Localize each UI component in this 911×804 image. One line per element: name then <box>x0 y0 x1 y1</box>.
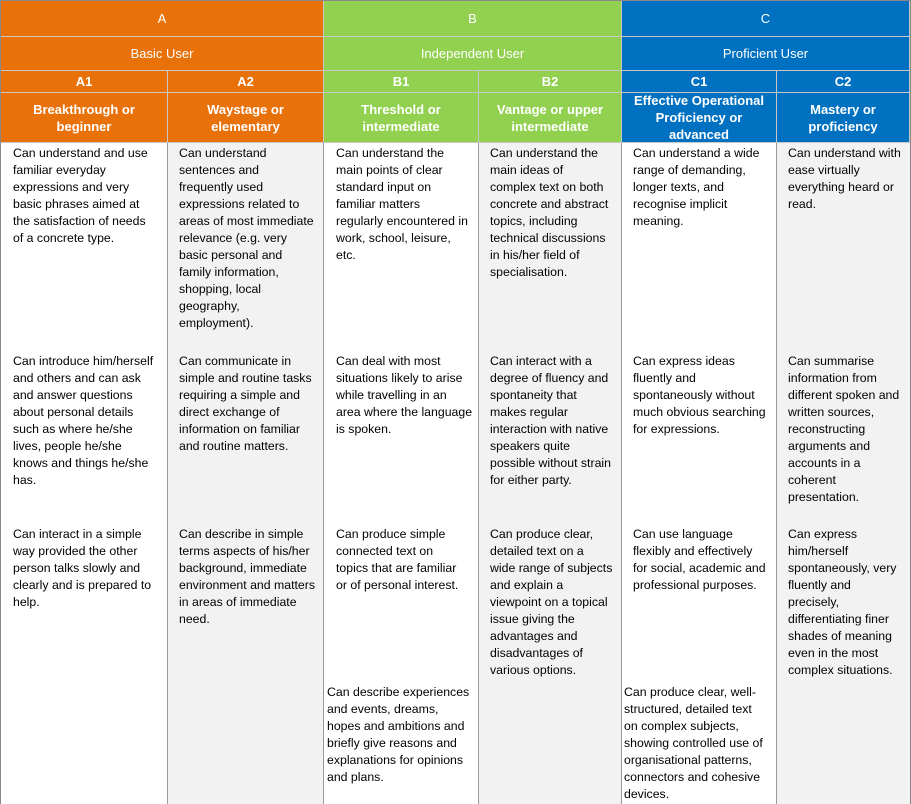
c2-code-header: C2 <box>777 71 910 93</box>
a1-name-header: Breakthrough or beginner <box>1 93 168 143</box>
c1-descriptor-production: Can use language flexibly and effectively for social, academic and professional purposes. <box>633 527 766 592</box>
a2-descriptor-production: Can describe in simple terms aspects of his/her background, immediate environment and matters in areas of immediate need. <box>179 527 316 626</box>
a1-descriptor-production: Can interact in a simple way provided the other person talks slowly and clearly and is prepared to help. <box>13 527 152 609</box>
b1-code-header: B1 <box>324 71 479 93</box>
b1-name-header: Threshold or intermediate <box>324 93 479 143</box>
c1-name-header: Effective Operational Proficiency or advanced <box>622 93 777 143</box>
a1-code-header: A1 <box>1 71 168 93</box>
c2-name-header: Mastery or proficiency <box>777 93 910 143</box>
b1-descriptor-understanding: Can understand the main points of clear standard input on familiar matters regularly encountered in work, school, leisure, etc. <box>336 146 468 262</box>
independent-user-header: Independent User <box>324 37 622 71</box>
b2-descriptor-understanding: Can understand the main ideas of complex text on both concrete and abstract topics, including technical discussions in his/her field of specialisation. <box>490 146 609 279</box>
level-a-header: A <box>1 1 324 37</box>
level-c-header: C <box>622 1 910 37</box>
b2-descriptor-production: Can produce clear, detailed text on a wide range of subjects and explain a viewpoint on a topical issue giving the advantages and disadvantages of various options. <box>490 527 613 677</box>
b2-name-header: Vantage or upper intermediate <box>479 93 622 143</box>
b1-descriptor-interaction: Can deal with most situations likely to arise while travelling in an area where the language is spoken. <box>336 354 473 436</box>
a2-name-header: Waystage or elementary <box>168 93 324 143</box>
a1-descriptor-understanding: Can understand and use familiar everyday expressions and very basic phrases aimed at the satisfaction of needs of a concrete type. <box>13 146 148 245</box>
b2-code-header: B2 <box>479 71 622 93</box>
a2-code-header: A2 <box>168 71 324 93</box>
b1-descriptor-description: Can describe experiences and events, dreams, hopes and ambitions and briefly give reasons and explanations for opinions and plans. <box>327 685 470 784</box>
c1-descriptor-understanding: Can understand a wide range of demanding, longer texts, and recognise implicit meaning. <box>633 146 760 228</box>
c1-code-header: C1 <box>622 71 777 93</box>
a1-descriptor-interaction: Can introduce him/herself and others and can ask and answer questions about personal details such as where he/she lives, people he/she knows and things he/she has. <box>13 354 154 487</box>
b1-descriptor-production: Can produce simple connected text on topics that are familiar or of personal interest. <box>336 527 459 592</box>
level-b-header: B <box>324 1 622 37</box>
c1-descriptor-interaction: Can express ideas fluently and spontaneously without much obvious searching for expressions. <box>633 354 766 436</box>
a2-descriptor-interaction: Can communicate in simple and routine tasks requiring a simple and direct exchange of information on familiar and routine matters. <box>179 354 312 453</box>
c2-descriptor-interaction: Can summarise information from different spoken and written sources, reconstructing arguments and accounts in a coherent presentation. <box>788 354 900 504</box>
c1-descriptor-description: Can produce clear, well- structured, detailed text on complex subjects, showing controlled use of organisational patterns, connectors and cohesive devices. <box>624 685 763 801</box>
c2-descriptor-understanding: Can understand with ease virtually everything heard or read. <box>788 146 901 211</box>
a2-descriptor-understanding: Can understand sentences and frequently used expressions related to areas of most immediate relevance (e.g. very basic personal and family information, shopping, local geography, employment). <box>179 146 314 330</box>
b2-descriptor-interaction: Can interact with a degree of fluency and spontaneity that makes regular interaction with native speakers quite possible without strain for either party. <box>490 354 611 487</box>
c2-descriptor-production: Can express him/herself spontaneously, very fluently and precisely, differentiating finer shades of meaning even in the most complex situations. <box>788 527 897 677</box>
basic-user-header: Basic User <box>1 37 324 71</box>
proficient-user-header: Proficient User <box>622 37 910 71</box>
